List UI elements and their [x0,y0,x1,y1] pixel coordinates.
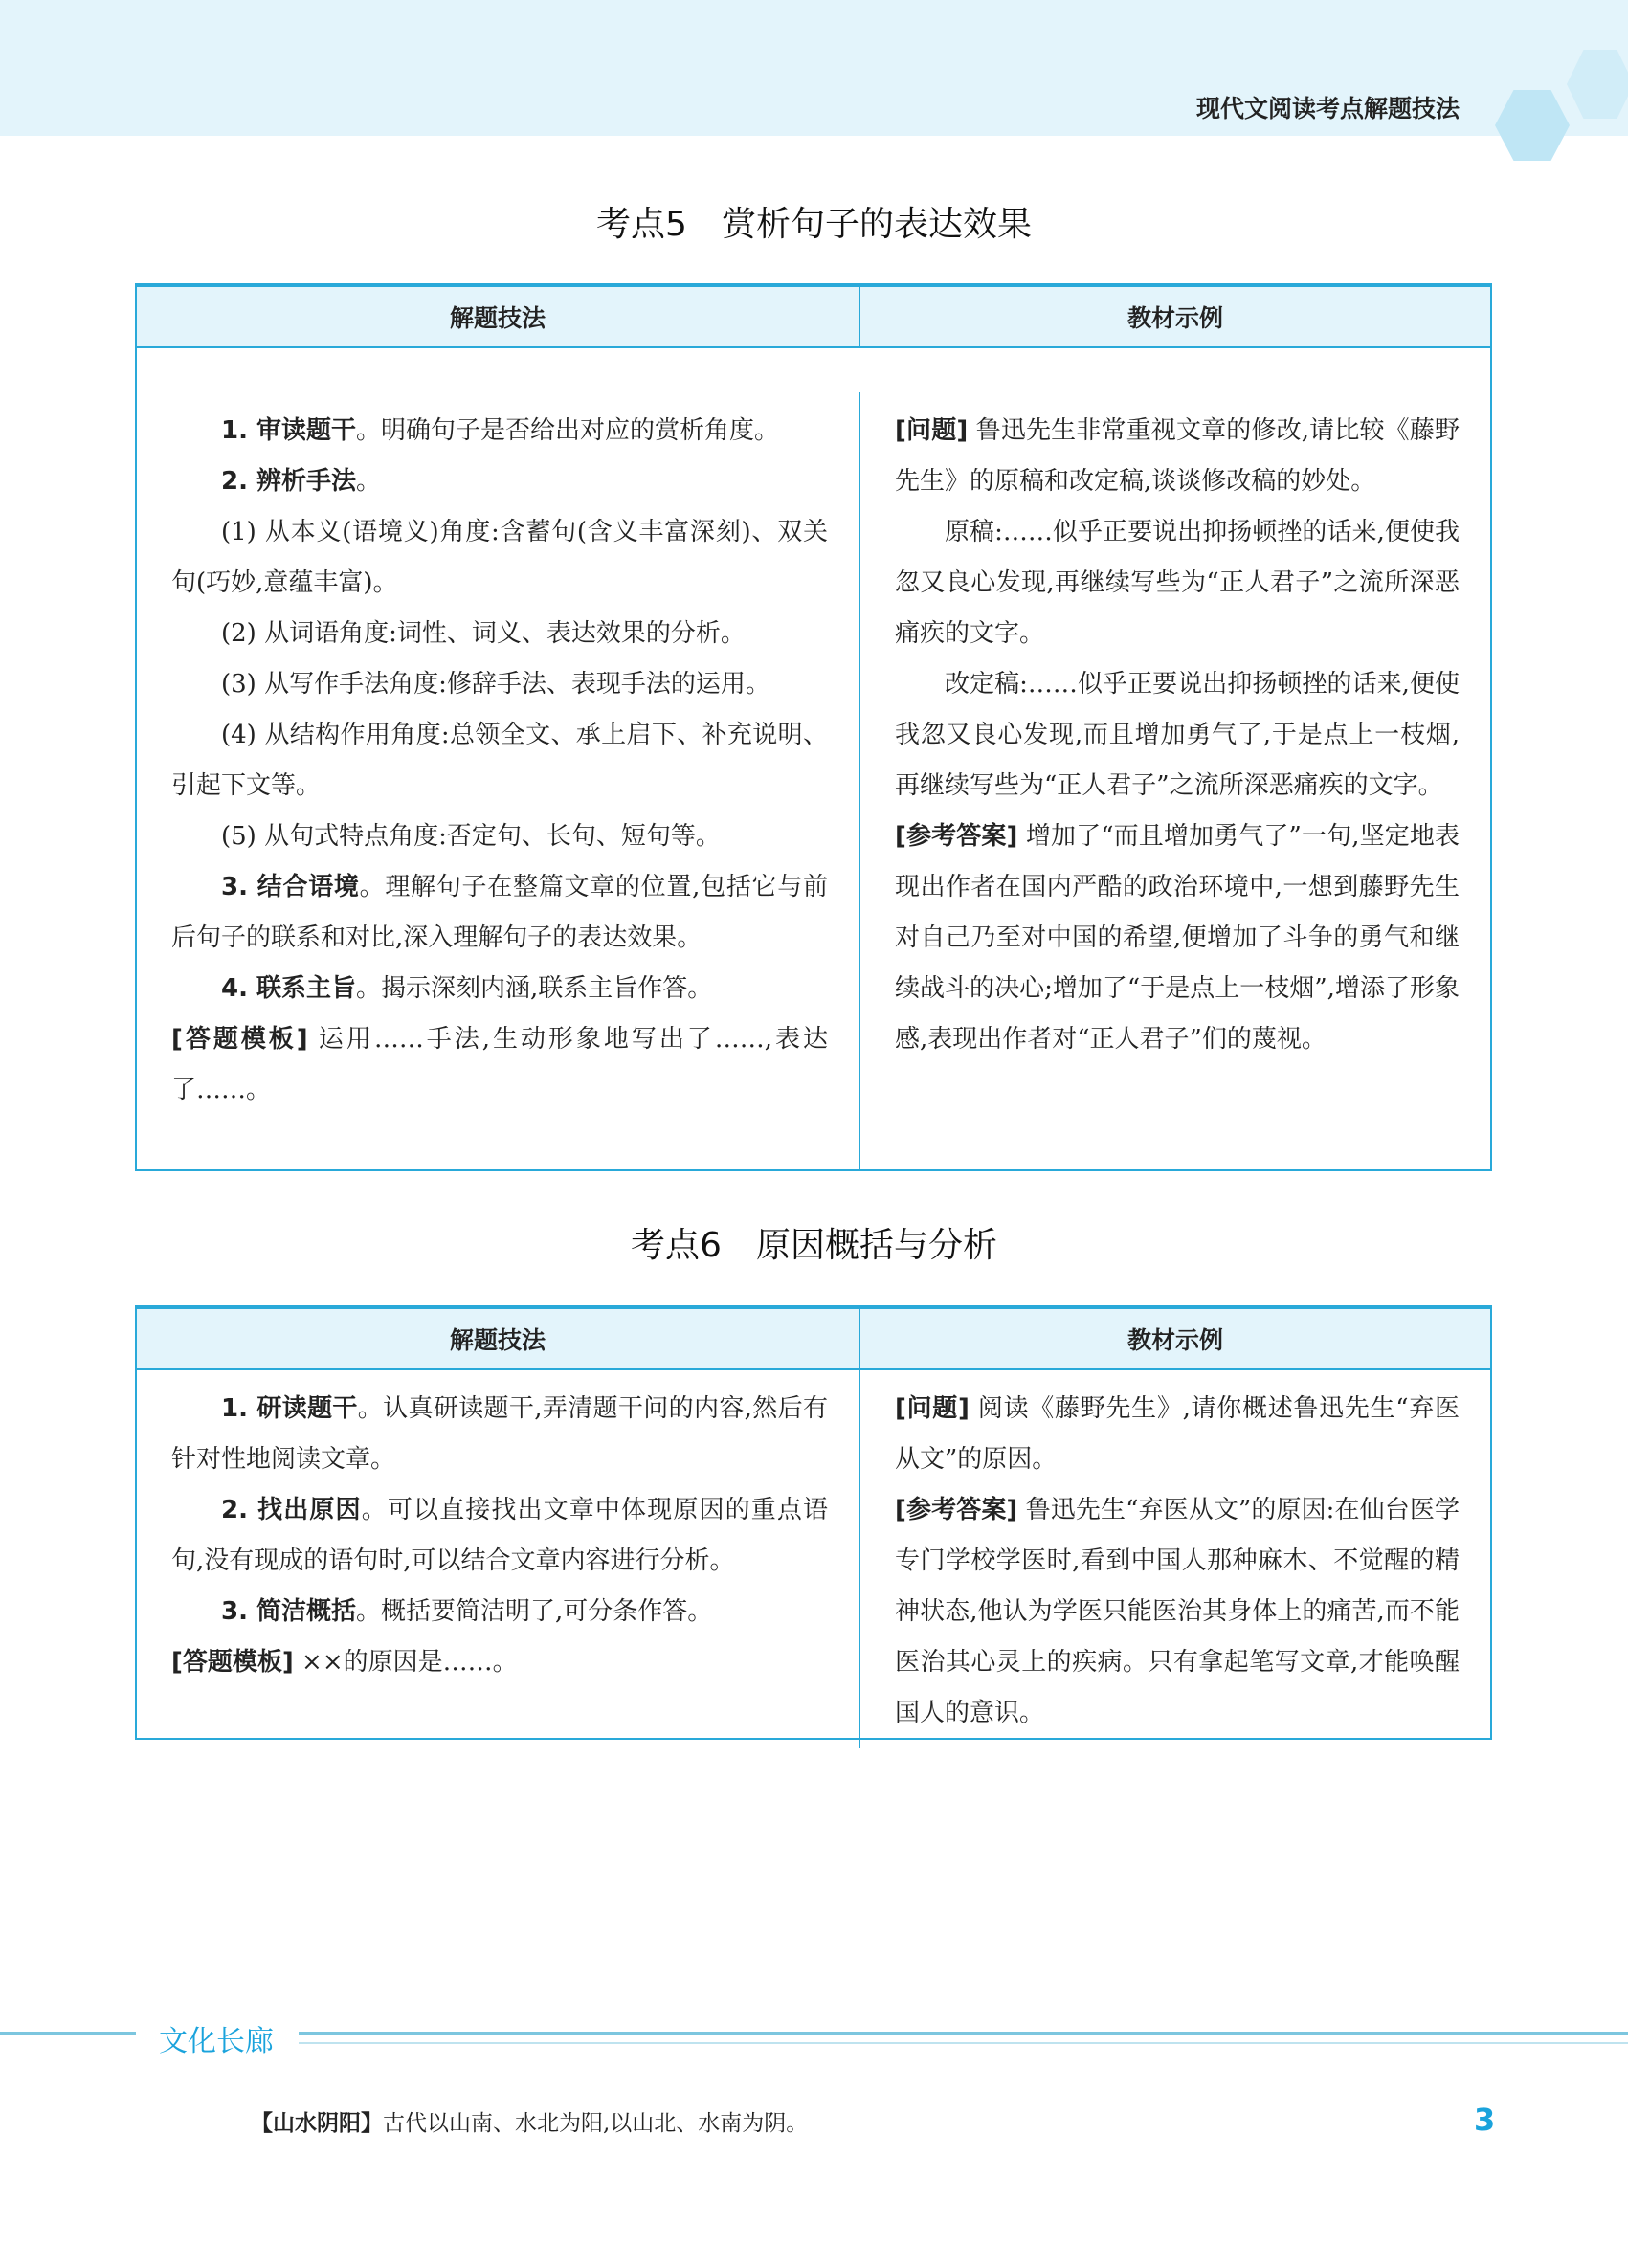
paragraph [171,659,828,710]
paragraph-label: [参考答案] [895,822,1018,851]
paragraph-text: (1) 从本义(语境义)角度:含蓄句(含义丰富深刻)、双关句(巧妙,意蕴丰富)。 [171,518,828,597]
tip-label: 【山水阴阳】 [251,2111,383,2136]
paragraph [171,406,828,456]
paragraph-text: 。明确句子是否给出对应的赏析角度。 [356,416,780,445]
paragraph-text: (5) 从句式特点角度:否定句、长句、短句等。 [221,822,721,851]
paragraph-text: 。认真研读题干,弄清题干问的内容,然后有针对性地阅读文章。 [171,1394,828,1474]
paragraph-label: [问题] [895,1394,970,1423]
paragraph-text: 。 [356,467,382,496]
column-header: 解题技法 [137,1309,860,1370]
divider [299,2042,1628,2044]
paragraph-label: 2. 找出原因 [221,1496,362,1524]
paragraph [171,1485,828,1587]
paragraph [171,710,828,812]
section-title: 考点5 赏析句子的表达效果 [596,205,1032,244]
tip-text: 古代以山南、水北为阳,以山北、水南为阴。 [383,2111,809,2136]
paragraph [171,1384,828,1485]
divider [299,2032,1628,2035]
paragraph-label: [答题模板] [171,1648,294,1677]
column-header: 教材示例 [860,287,1490,348]
paragraph-text: 鲁迅先生“弃医从文”的原因:在仙台医学专门学校学医时,看到中国人那种麻木、不觉醒的精神状态,他认为学医只能医治其身体上的痛苦,而不能医治其心灵上的疾病。只有拿起笔写文章,才能唤醒国人的意识。 [895,1496,1460,1727]
paragraph [171,609,828,659]
paragraph-label: [问题] [895,416,969,445]
paragraph [171,507,828,609]
paragraph [895,406,1460,507]
paragraph [171,862,828,964]
paragraph-label: 3. 结合语境 [221,873,360,901]
section-table [135,283,1492,1171]
example-cell [860,1370,1490,1748]
paragraph-text: 。揭示深刻内涵,联系主旨作答。 [356,974,713,1003]
paragraph-text: (2) 从词语角度:词性、词义、表达效果的分析。 [221,619,746,648]
section-title: 考点6 原因概括与分析 [631,1226,997,1265]
method-cell [137,1370,860,1748]
paragraph-text: 运用……手法,生动形象地写出了……,表达了……。 [171,1025,828,1104]
paragraph-label: 2. 辨析手法 [221,467,357,496]
culture-corridor-label: 文化长廊 [159,2025,274,2058]
paragraph [171,1637,828,1688]
paragraph-text: (3) 从写作手法角度:修辞手法、表现手法的运用。 [221,670,770,699]
paragraph-text: 。概括要简洁明了,可分条作答。 [356,1597,713,1626]
paragraph-label: 3. 简洁概括 [221,1597,357,1626]
column-header: 教材示例 [860,1309,1490,1370]
paragraph [895,507,1460,659]
paragraph-label: 1. 审读题干 [221,416,357,445]
paragraph [171,812,828,862]
column-header: 解题技法 [137,287,860,348]
paragraph-label: 4. 联系主旨 [221,974,357,1003]
example-cell [860,392,1490,1169]
running-title: 现代文阅读考点解题技法 [1195,95,1460,122]
paragraph [895,812,1460,1065]
paragraph [895,1384,1460,1485]
paragraph [171,456,828,507]
section-table [135,1305,1492,1740]
paragraph-text: 增加了“而且增加勇气了”一句,坚定地表现出作者在国内严酷的政治环境中,一想到藤野先生对自己乃至对中国的希望,便增加了斗争的勇气和继续战斗的决心;增加了“于是点上一枝烟”,增添了形象感,表现出作者对“正人君子”们的蔑视。 [895,822,1460,1054]
paragraph-text: ××的原因是……。 [293,1648,518,1677]
paragraph-text: 鲁迅先生非常重视文章的修改,请比较《藤野先生》的原稿和改定稿,谈谈修改稿的妙处。 [895,416,1460,496]
culture-tip [251,2105,808,2137]
paragraph [895,659,1460,812]
paragraph-text: (4) 从结构作用角度:总领全文、承上启下、补充说明、引起下文等。 [171,721,828,800]
paragraph [171,1014,828,1116]
page-number: 3 [1474,2101,1496,2138]
divider [0,2032,136,2035]
paragraph-text: 改定稿:……似乎正要说出抑扬顿挫的话来,便使我忽又良心发现,而且增加勇气了,于是点上一枝烟,再继续写些为“正人君子”之流所深恶痛疾的文字。 [895,670,1460,800]
paragraph-label: 1. 研读题干 [221,1394,358,1423]
method-cell [137,392,860,1169]
paragraph-text: 。可以直接找出文章中体现原因的重点语句,没有现成的语句时,可以结合文章内容进行分析。 [171,1496,828,1575]
paragraph-label: [答题模板] [171,1025,308,1054]
paragraph-label: [参考答案] [895,1496,1018,1524]
paragraph-text: 阅读《藤野先生》,请你概述鲁迅先生“弃医从文”的原因。 [895,1394,1460,1474]
paragraph-text: 。理解句子在整篇文章的位置,包括它与前后句子的联系和对比,深入理解句子的表达效果。 [171,873,828,952]
paragraph-text: 原稿:……似乎正要说出抑扬顿挫的话来,便使我忽又良心发现,再继续写些为“正人君子”之流所深恶痛疾的文字。 [895,518,1460,648]
paragraph [171,1587,828,1637]
paragraph [895,1485,1460,1739]
paragraph [171,964,828,1014]
